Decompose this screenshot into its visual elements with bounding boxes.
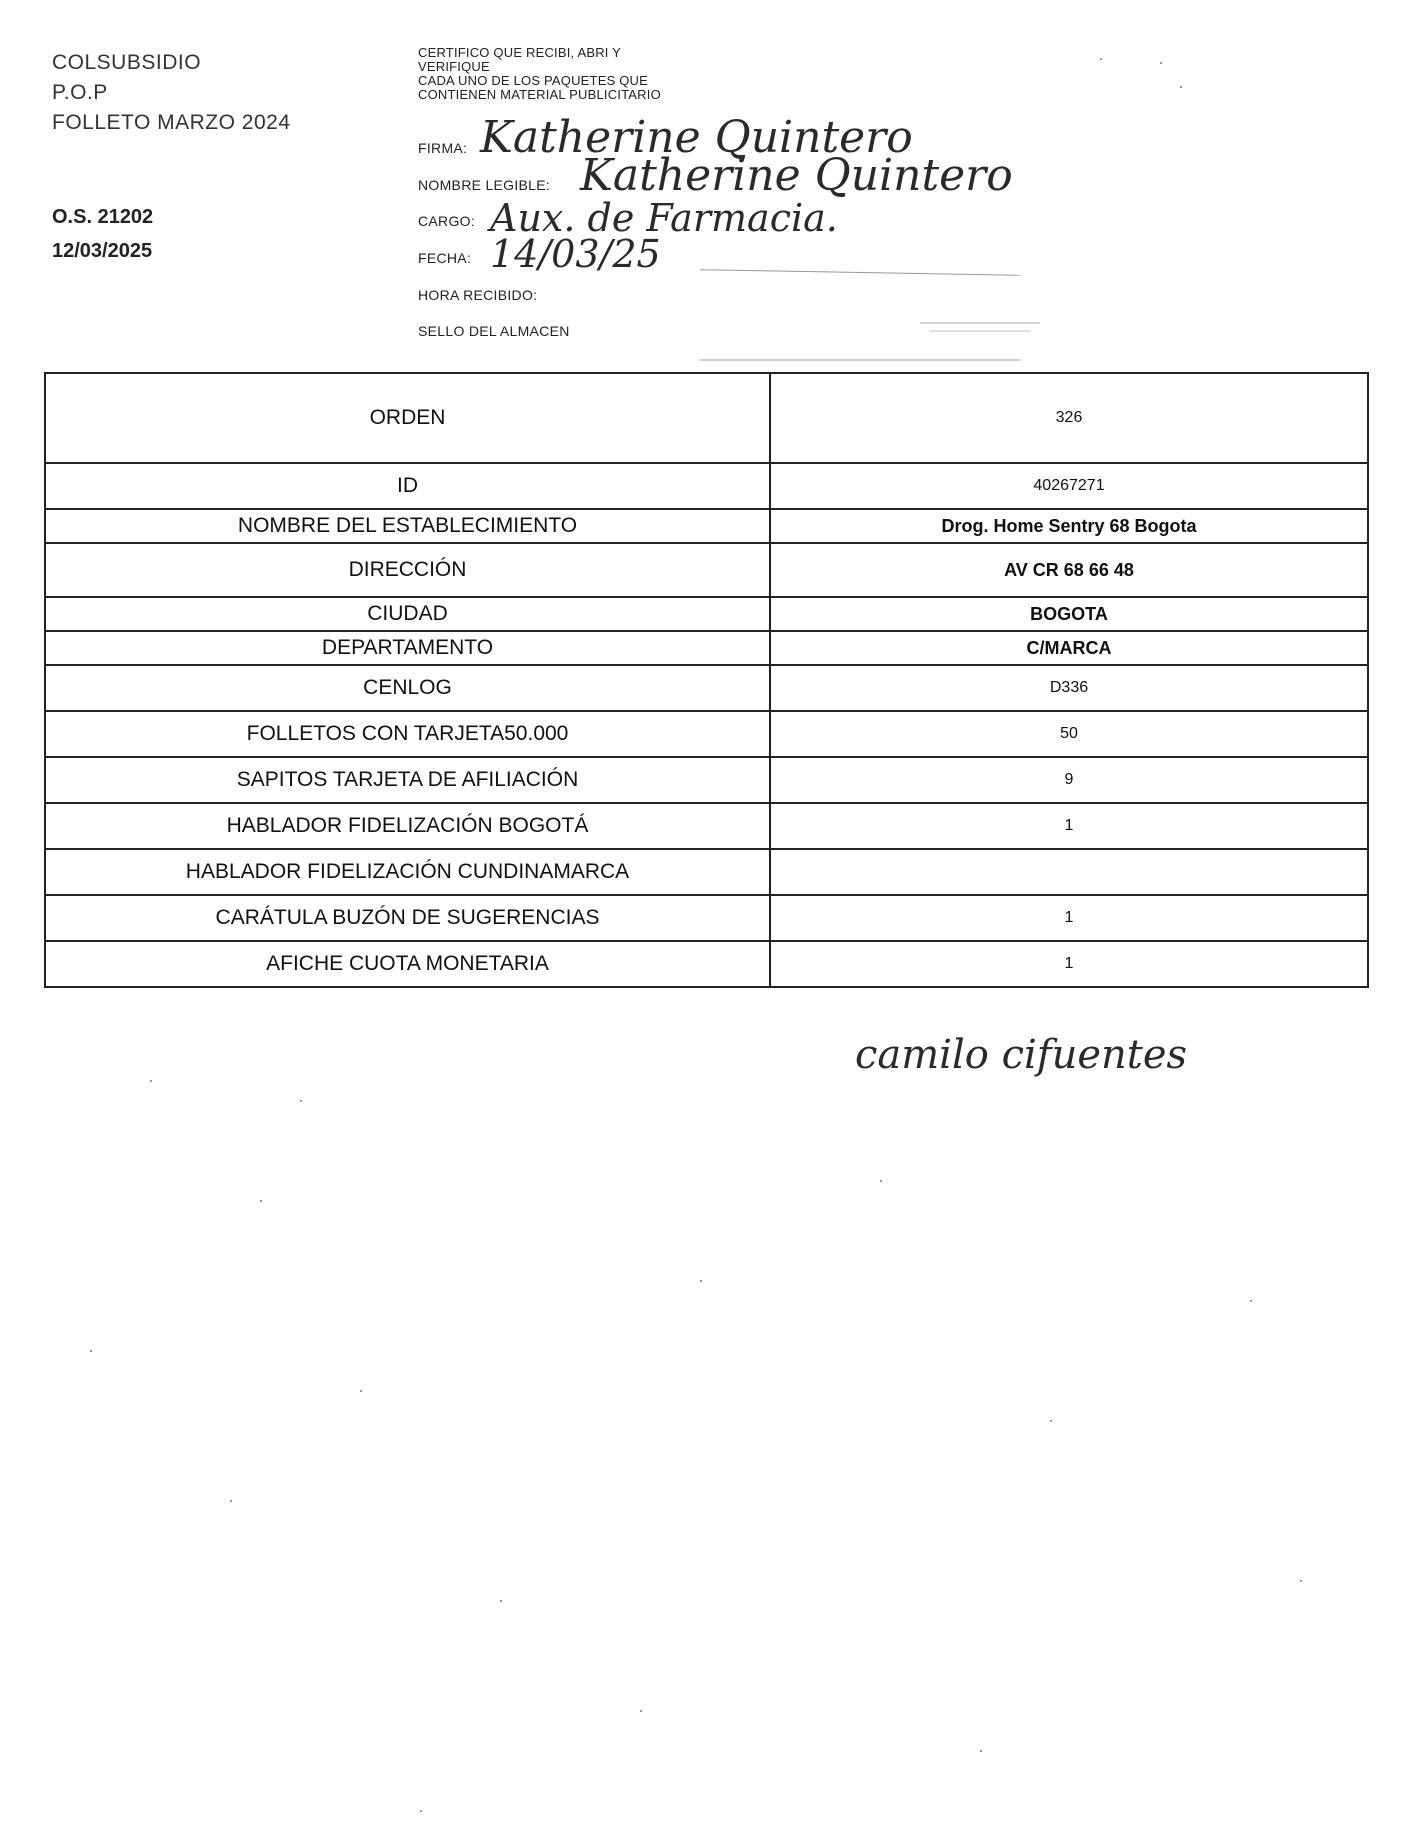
scan-speck xyxy=(500,1600,502,1602)
row-label: CIUDAD xyxy=(45,597,770,631)
row-label: NOMBRE DEL ESTABLECIMIENTO xyxy=(45,509,770,543)
certificate-line: CONTIENEN MATERIAL PUBLICITARIO xyxy=(418,87,661,102)
row-label: DIRECCIÓN xyxy=(45,543,770,597)
material-type: P.O.P xyxy=(52,81,108,104)
certificate-line: CERTIFICO QUE RECIBI, ABRI Y xyxy=(418,45,622,60)
row-value: Drog. Home Sentry 68 Bogota xyxy=(770,509,1368,543)
company-header xyxy=(52,48,291,138)
fecha-underline xyxy=(700,269,1020,276)
row-value: AV CR 68 66 48 xyxy=(770,543,1368,597)
table-row xyxy=(45,803,1368,849)
cargo-label: CARGO: xyxy=(418,213,476,229)
scan-speck xyxy=(300,1100,302,1102)
table-row xyxy=(45,631,1368,665)
handwritten-note: camilo cifuentes xyxy=(855,1032,1188,1078)
scan-speck xyxy=(880,1180,882,1182)
row-label: HABLADOR FIDELIZACIÓN CUNDINAMARCA xyxy=(45,849,770,895)
scan-speck xyxy=(1160,62,1162,64)
table-row xyxy=(45,757,1368,803)
row-label: ID xyxy=(45,463,770,509)
scan-speck xyxy=(150,1080,152,1082)
firma-label: FIRMA: xyxy=(418,140,468,156)
row-label: DEPARTAMENTO xyxy=(45,631,770,665)
delivery-table xyxy=(44,372,1369,988)
scan-speck xyxy=(260,1200,262,1202)
hora-recibido-label: HORA RECIBIDO: xyxy=(418,287,538,303)
table-row xyxy=(45,941,1368,987)
table-row xyxy=(45,895,1368,941)
firma-signature: Katherine Quintero xyxy=(480,112,913,163)
table-row xyxy=(45,711,1368,757)
row-label: AFICHE CUOTA MONETARIA xyxy=(45,941,770,987)
scan-speck xyxy=(980,1750,982,1752)
row-label: ORDEN xyxy=(45,373,770,463)
service-order-number: O.S. 21202 xyxy=(52,206,154,228)
scan-speck xyxy=(1250,1300,1252,1302)
table-row xyxy=(45,597,1368,631)
row-label: HABLADOR FIDELIZACIÓN BOGOTÁ xyxy=(45,803,770,849)
row-value: 1 xyxy=(770,895,1368,941)
row-value: 50 xyxy=(770,711,1368,757)
scan-speck xyxy=(420,1810,422,1812)
service-order-date: 12/03/2025 xyxy=(52,240,153,262)
nombre-legible-value: Katherine Quintero xyxy=(580,150,1013,201)
table-row xyxy=(45,665,1368,711)
scan-speck xyxy=(1100,58,1102,60)
scan-speck xyxy=(640,1710,642,1712)
row-label: CENLOG xyxy=(45,665,770,711)
row-value: C/MARCA xyxy=(770,631,1368,665)
certificate-statement xyxy=(418,46,778,102)
row-label: CARÁTULA BUZÓN DE SUGERENCIAS xyxy=(45,895,770,941)
certificate-line: VERIFIQUE xyxy=(418,59,490,74)
row-value: 9 xyxy=(770,757,1368,803)
certificate-line: CADA UNO DE LOS PAQUETES QUE xyxy=(418,73,649,88)
scan-speck xyxy=(360,1390,362,1392)
row-label: FOLLETOS CON TARJETA50.000 xyxy=(45,711,770,757)
scan-speck xyxy=(700,1280,702,1282)
faint-stamp-mark xyxy=(920,316,1040,342)
scan-speck xyxy=(230,1500,232,1502)
row-label: SAPITOS TARJETA DE AFILIACIÓN xyxy=(45,757,770,803)
scan-speck xyxy=(1050,1420,1052,1422)
row-value xyxy=(770,849,1368,895)
table-row xyxy=(45,543,1368,597)
table-row xyxy=(45,463,1368,509)
fecha-value: 14/03/25 xyxy=(490,232,661,276)
sello-almacen-label: SELLO DEL ALMACEN xyxy=(418,323,570,339)
fecha-label: FECHA: xyxy=(418,250,472,266)
table-row xyxy=(45,509,1368,543)
nombre-legible-label: NOMBRE LEGIBLE: xyxy=(418,177,551,193)
campaign-name: FOLLETO MARZO 2024 xyxy=(52,111,291,134)
scan-speck xyxy=(1300,1580,1302,1582)
row-value: 40267271 xyxy=(770,463,1368,509)
row-value: 1 xyxy=(770,941,1368,987)
scan-speck xyxy=(1180,86,1182,88)
row-value: D336 xyxy=(770,665,1368,711)
row-value: BOGOTA xyxy=(770,597,1368,631)
row-value: 1 xyxy=(770,803,1368,849)
company-name: COLSUBSIDIO xyxy=(52,51,202,74)
faint-stamp-mark xyxy=(700,352,1020,368)
scan-speck xyxy=(90,1350,92,1352)
cargo-value: Aux. de Farmacia. xyxy=(490,196,838,240)
row-value: 326 xyxy=(770,373,1368,463)
table-row xyxy=(45,373,1368,463)
service-order xyxy=(52,200,153,268)
table-row xyxy=(45,849,1368,895)
